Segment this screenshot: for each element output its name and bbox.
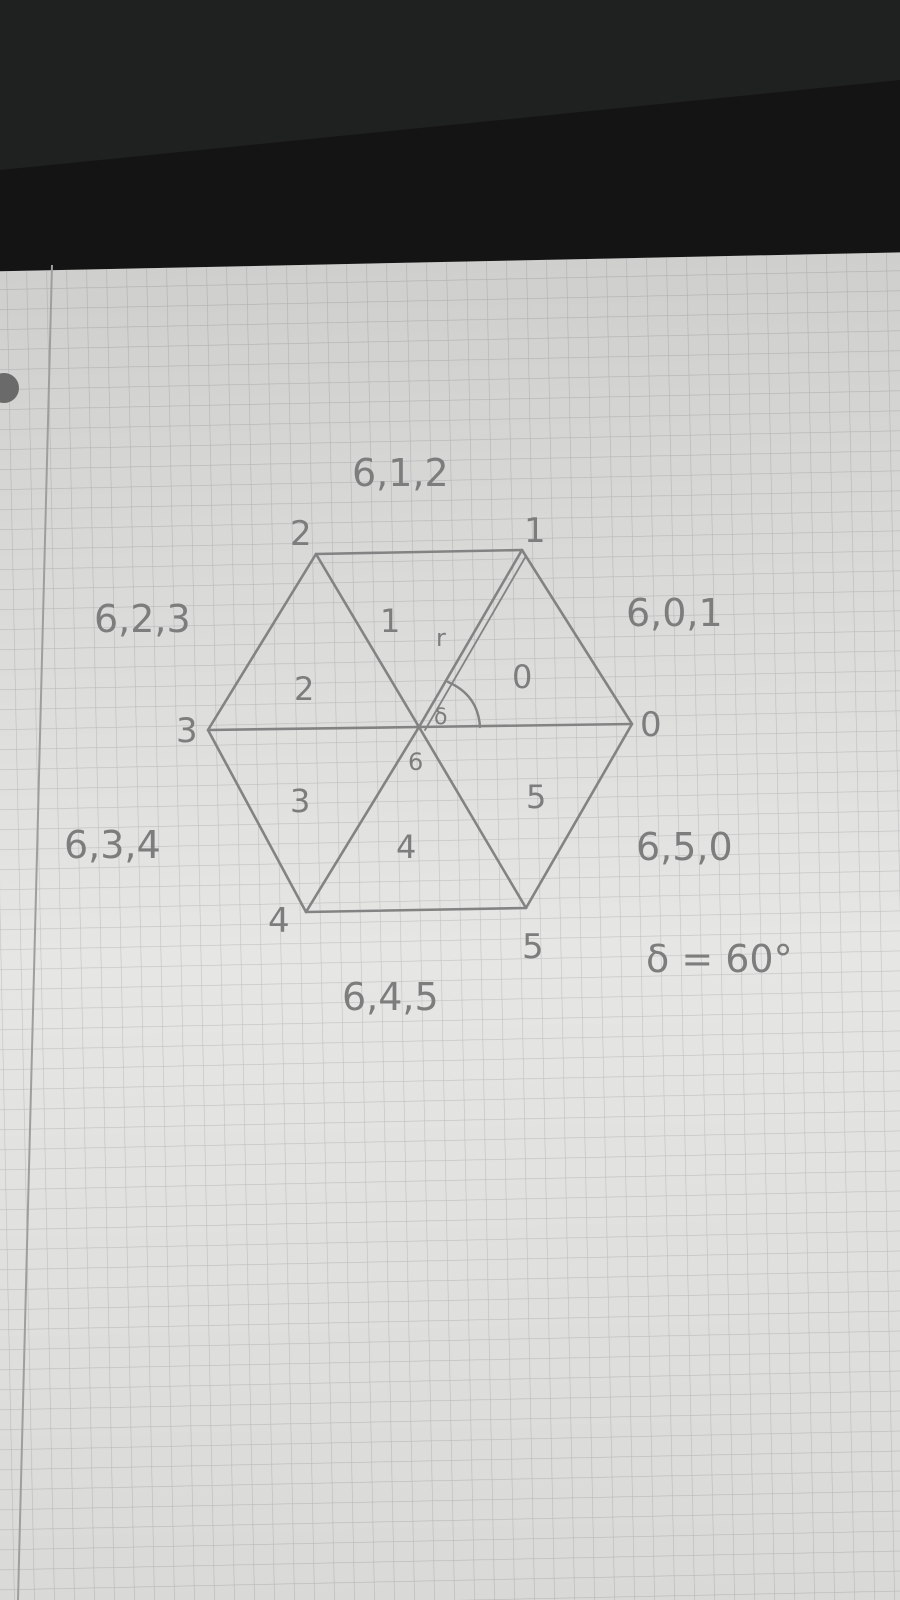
vertex-label-3: 3 bbox=[176, 711, 198, 751]
triangle-set-1: 6,1,2 bbox=[352, 451, 449, 495]
triangle-label-3: 3 bbox=[290, 782, 311, 820]
triangle-label-2: 2 bbox=[294, 670, 315, 708]
vertex-label-4: 4 bbox=[268, 901, 290, 941]
triangle-label-5: 5 bbox=[526, 778, 547, 816]
triangle-set-0: 6,0,1 bbox=[626, 591, 723, 635]
triangle-set-2: 6,2,3 bbox=[94, 597, 191, 641]
triangle-set-3: 6,3,4 bbox=[64, 823, 161, 867]
triangle-set-4: 6,4,5 bbox=[342, 975, 439, 1019]
vertex-label-0: 0 bbox=[640, 705, 662, 745]
triangle-label-0: 0 bbox=[512, 658, 533, 696]
vertex-label-6: 6 bbox=[408, 748, 424, 776]
angle-label: δ bbox=[434, 705, 448, 730]
grid-paper bbox=[0, 252, 900, 1600]
triangle-label-1: 1 bbox=[380, 602, 401, 640]
vertex-label-1: 1 bbox=[524, 511, 546, 551]
vertex-label-5: 5 bbox=[522, 927, 544, 967]
triangle-set-5: 6,5,0 bbox=[636, 825, 733, 869]
triangle-label-4: 4 bbox=[396, 828, 417, 866]
vertex-label-2: 2 bbox=[290, 514, 312, 554]
angle-note: δ = 60° bbox=[646, 937, 793, 981]
radius-label: r bbox=[436, 624, 446, 652]
